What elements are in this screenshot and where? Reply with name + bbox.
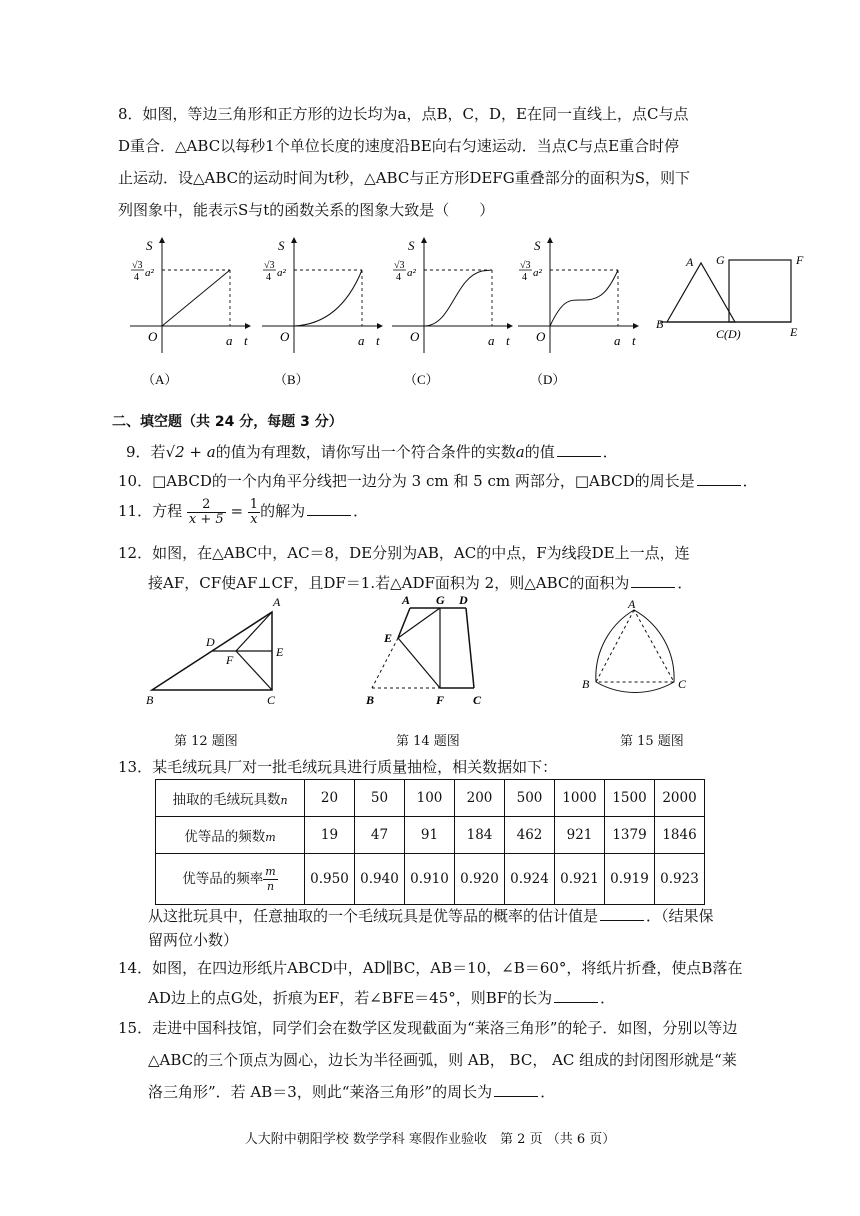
q8-line3: 止运动．设△ABC的运动时间为t秒，△ABC与正方形DEFG重叠部分的面积为S，则下	[118, 169, 690, 187]
svg-text:C(D): C(D)	[716, 327, 741, 341]
row2-label: 优等品的频数m	[156, 817, 305, 854]
q10: 10．□ABCD的一个内角平分线把一边分为 3 cm 和 5 cm 两部分，□ABCD的周长是 ．	[118, 472, 758, 490]
graph-a-s: S	[146, 238, 153, 253]
option-d-label: （D）	[530, 372, 566, 387]
q13-answer-blank[interactable]	[600, 906, 644, 921]
fig15-caption: 第 15 题图	[620, 734, 684, 749]
svg-text:B: B	[582, 677, 590, 691]
q13-after1: 从这批玩具中，任意抽取的一个毛绒玩具是优等品的概率的估计值是 ．（结果保	[148, 907, 714, 925]
q8-line1: 8．如图，等边三角形和正方形的边长均为a，点B，C，D，E在同一直线上，点C与点	[118, 105, 689, 123]
q12-answer-blank[interactable]	[631, 573, 675, 588]
svg-text:t: t	[506, 333, 510, 348]
svg-text:B: B	[146, 693, 154, 707]
svg-text:t: t	[244, 333, 248, 348]
svg-text:B: B	[656, 317, 664, 331]
svg-text:E: E	[276, 645, 284, 659]
svg-text:a: a	[488, 333, 495, 348]
svg-text:A: A	[273, 595, 281, 609]
q11: 11．方程 $\frac{2}{x + 5}$ = $\frac{1}{x}$ 的解为 ．	[118, 496, 369, 527]
svg-text:O: O	[410, 329, 420, 344]
svg-text:A: A	[402, 593, 411, 607]
svg-text:F: F	[436, 693, 445, 707]
q12-line1: 12．如图，在△ABC中，AC＝8，DE分别为AB，AC的中点，F为线段DE上一点，连	[118, 544, 690, 562]
svg-text:√3: √3	[394, 260, 405, 271]
svg-text:S: S	[278, 238, 285, 253]
svg-text:a²: a²	[277, 267, 286, 279]
svg-text:a²: a²	[145, 267, 154, 279]
q12-line2: 接AF，CF使AF⊥CF，且DF＝1.若△ADF面积为 2，则△ABC的面积为 ．	[148, 574, 693, 592]
svg-text:4: 4	[266, 272, 271, 283]
q15-line3: 洛三角形”．若 AB＝3，则此“莱洛三角形”的周长为 ．	[148, 1083, 556, 1101]
fig12-caption: 第 12 题图	[174, 734, 238, 749]
svg-text:a: a	[614, 333, 621, 348]
svg-text:√3: √3	[264, 260, 275, 271]
svg-text:G: G	[716, 253, 725, 267]
svg-text:D: D	[459, 593, 468, 607]
q14-line1: 14．如图，在四边形纸片ABCD中，AD∥BC，AB＝10，∠B＝60°，将纸片折叠，使点B落在	[118, 959, 743, 977]
fig14-caption: 第 14 题图	[396, 734, 460, 749]
svg-text:t: t	[376, 333, 380, 348]
q8-line2: D重合．△ABC以每秒1个单位长度的速度沿BE向右匀速运动．当点C与点E重合时停	[118, 137, 680, 155]
table-row: 优等品的频数m 19 47 91 184 462 921 1379 1846	[156, 817, 705, 854]
svg-text:a²: a²	[407, 267, 416, 279]
fig12	[140, 592, 300, 710]
svg-text:A: A	[686, 255, 694, 269]
svg-text:O: O	[280, 329, 290, 344]
q15-line2: △ABC的三个顶点为圆心，边长为半径画弧，则 AB， BC， AC 组成的封闭图形就是“莱	[148, 1051, 737, 1069]
q15-answer-blank[interactable]	[494, 1082, 538, 1097]
svg-text:F: F	[226, 653, 234, 667]
svg-text:B: B	[366, 693, 375, 707]
graph-c	[392, 238, 512, 387]
svg-text:a²: a²	[533, 267, 542, 279]
svg-text:t: t	[632, 333, 636, 348]
q8-graphs	[120, 228, 660, 398]
svg-text:O: O	[148, 329, 158, 344]
svg-text:4: 4	[134, 272, 139, 283]
svg-text:4: 4	[522, 272, 527, 283]
q14-line2: AD边上的点G处，折痕为EF，若∠BFE＝45°，则BF的长为 ．	[148, 989, 616, 1007]
svg-text:S: S	[408, 238, 415, 253]
svg-text:a: a	[358, 333, 365, 348]
q14-answer-blank[interactable]	[554, 988, 598, 1003]
q9: 9．若√2 + a的值为有理数，请你写出一个符合条件的实数a的值 ．	[126, 443, 618, 461]
svg-text:C: C	[678, 677, 687, 691]
q9-answer-blank[interactable]	[557, 442, 601, 457]
svg-text:F: F	[796, 253, 804, 267]
section-title: 二、填空题（共 24 分，每题 3 分）	[112, 414, 343, 430]
option-b-label: （B）	[274, 372, 309, 387]
q15-line1: 15．走进中国科技馆，同学们会在数学区发现截面为“莱洛三角形”的轮子．如图，分别以等边	[118, 1019, 738, 1037]
q13-table-wrap	[155, 779, 705, 905]
q8-figure	[650, 248, 810, 348]
graph-b	[262, 238, 382, 387]
svg-text:E: E	[790, 325, 798, 339]
svg-text:S: S	[534, 238, 541, 253]
svg-text:√3: √3	[132, 260, 143, 271]
q8-line4: 列图象中，能表示S与t的函数关系的图象大致是（ ）	[118, 201, 495, 219]
svg-text:C: C	[267, 693, 276, 707]
graph-d	[518, 238, 638, 387]
row3-label: 优等品的频率 $\frac{m}{n}$	[156, 854, 305, 905]
svg-text:A: A	[628, 597, 636, 611]
svg-text:E: E	[384, 631, 393, 645]
graph-a	[130, 238, 250, 387]
option-a-label: （A）	[142, 372, 178, 387]
fig14	[360, 592, 500, 710]
q13-table	[155, 779, 705, 905]
row1-label: 抽取的毛绒玩具数n	[156, 780, 305, 817]
svg-text:a: a	[226, 333, 233, 348]
option-c-label: （C）	[404, 372, 439, 387]
svg-text:4: 4	[396, 272, 401, 283]
q13-line1: 13．某毛绒玩具厂对一批毛绒玩具进行质量抽检，相关数据如下：	[118, 758, 558, 776]
q13-after2: 留两位小数）	[148, 931, 239, 949]
page-footer: 人大附中朝阳学校 数学学科 寒假作业验收 第 2 页 （共 6 页）	[244, 1132, 616, 1147]
q11-answer-blank[interactable]	[307, 501, 351, 516]
svg-text:O: O	[536, 329, 546, 344]
svg-text:G: G	[436, 593, 445, 607]
fig15	[574, 596, 704, 706]
svg-text:√3: √3	[520, 260, 531, 271]
table-row: 优等品的频率 $\frac{m}{n}$ 0.950 0.940 0.910 0.920 0.924 0.921 0.919 0.923	[156, 854, 705, 905]
svg-text:C: C	[473, 693, 482, 707]
svg-text:D: D	[206, 635, 215, 649]
q10-answer-blank[interactable]	[697, 471, 741, 486]
table-row: 抽取的毛绒玩具数n 20 50 100 200 500 1000 1500 2000	[156, 780, 705, 817]
